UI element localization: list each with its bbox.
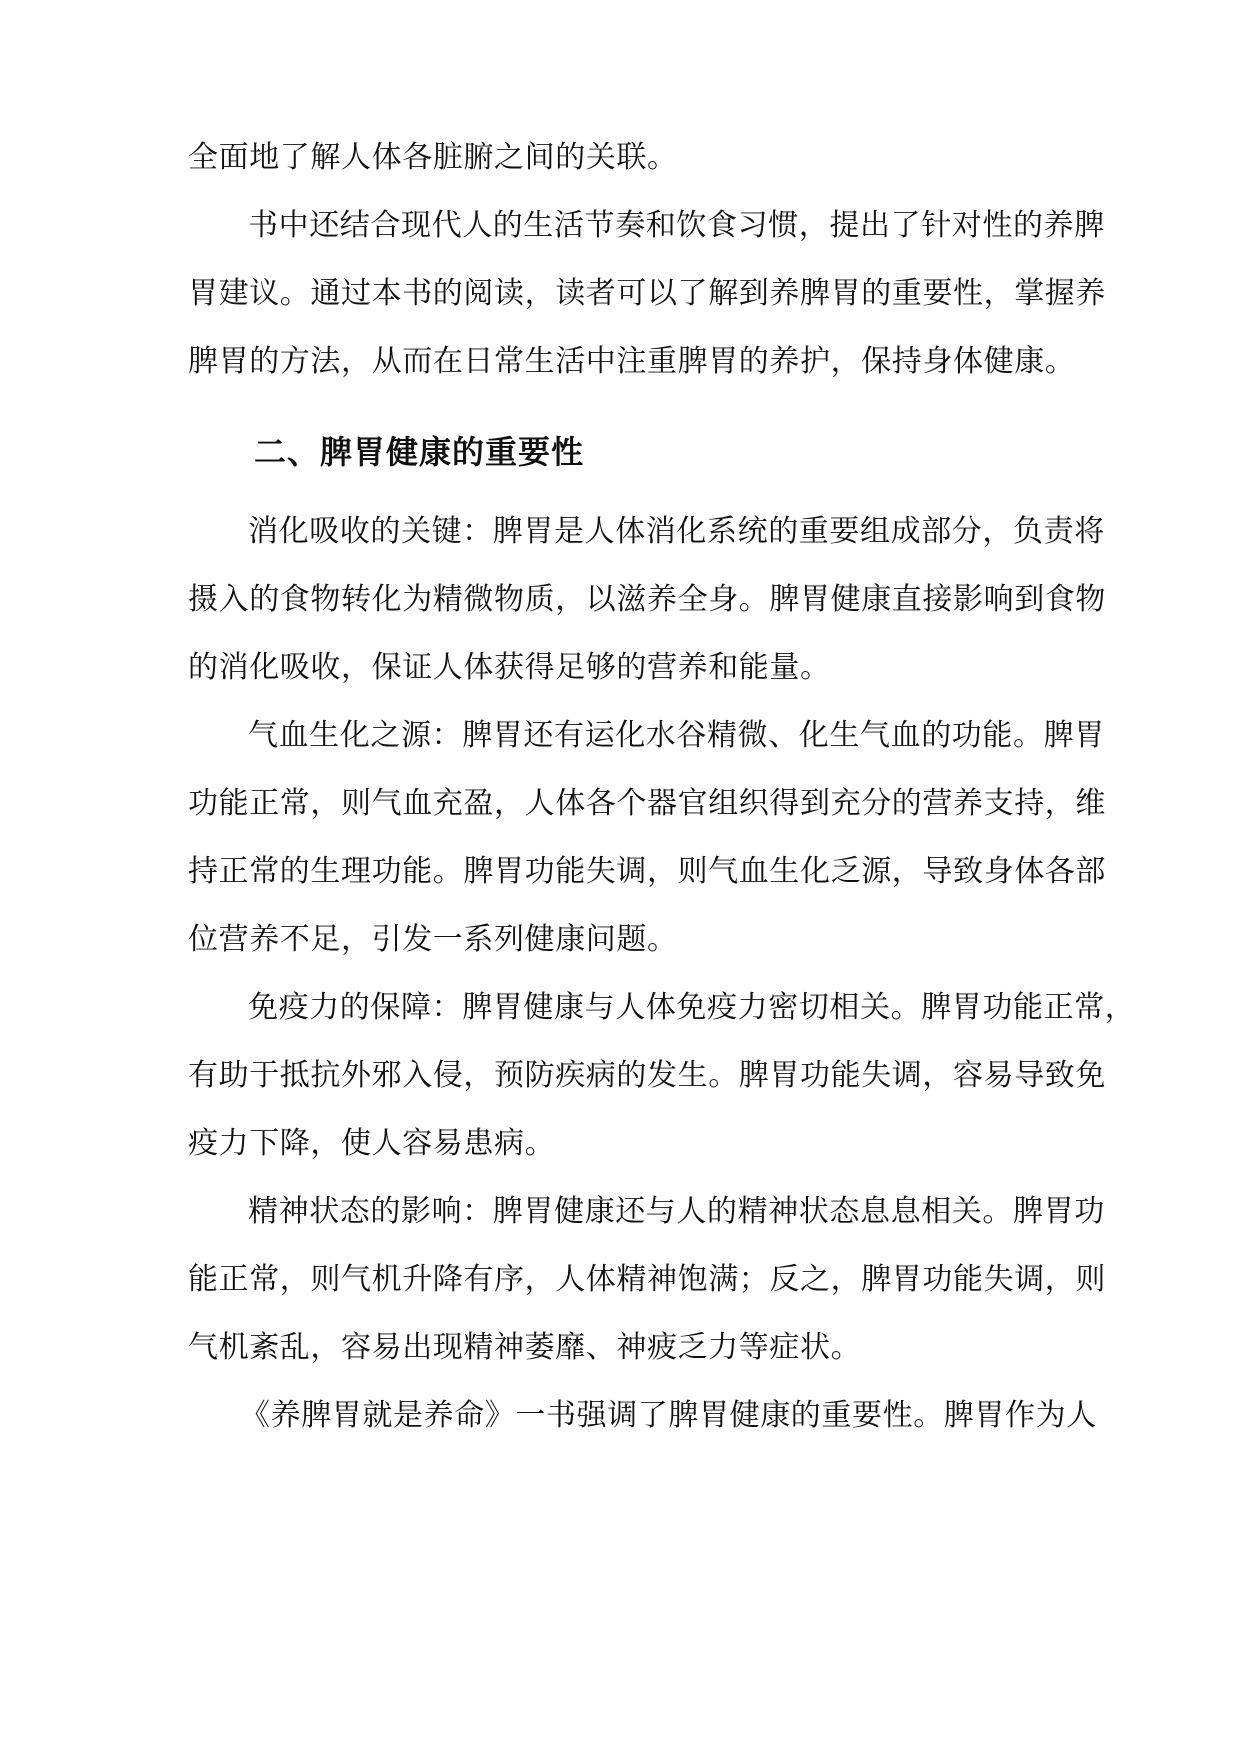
text-line: 能正常，则气机升降有序，人体精神饱满；反之，脾胃功能失调，则 bbox=[188, 1262, 1106, 1297]
text-line: 精神状态的影响：脾胃健康还与人的精神状态息息相关。脾胃功 bbox=[248, 1194, 1105, 1229]
text-line: 的消化吸收，保证人体获得足够的营养和能量。 bbox=[188, 650, 831, 685]
text-line: 消化吸收的关键：脾胃是人体消化系统的重要组成部分，负责将 bbox=[248, 514, 1105, 549]
text-line: 书中还结合现代人的生活节奏和饮食习惯，提出了针对性的养脾 bbox=[248, 208, 1105, 243]
text-line: 气血生化之源：脾胃还有运化水谷精微、化生气血的功能。脾胃 bbox=[248, 718, 1105, 753]
text-line: 气机紊乱，容易出现精神萎靡、神疲乏力等症状。 bbox=[188, 1330, 862, 1365]
text-line: 持正常的生理功能。脾胃功能失调，则气血生化乏源，导致身体各部 bbox=[188, 854, 1106, 889]
section-heading: 二、脾胃健康的重要性 bbox=[254, 433, 585, 471]
text-line: 摄入的食物转化为精微物质，以滋养全身。脾胃健康直接影响到食物 bbox=[188, 582, 1106, 617]
text-line: 位营养不足，引发一系列健康问题。 bbox=[188, 922, 678, 957]
text-line: 功能正常，则气血充盈，人体各个器官组织得到充分的营养支持，维 bbox=[188, 786, 1106, 821]
text-line: 脾胃的方法，从而在日常生活中注重脾胃的养护，保持身体健康。 bbox=[188, 344, 1076, 379]
text-line: 《养脾胃就是养命》一书强调了脾胃健康的重要性。脾胃作为人 bbox=[240, 1398, 1097, 1433]
text-line: 全面地了解人体各脏腑之间的关联。 bbox=[188, 140, 678, 175]
text-line: 有助于抵抗外邪入侵，预防疾病的发生。脾胃功能失调，容易导致免 bbox=[188, 1058, 1106, 1093]
text-line: 胃建议。通过本书的阅读，读者可以了解到养脾胃的重要性，掌握养 bbox=[188, 276, 1106, 311]
text-line: 免疫力的保障：脾胃健康与人体免疫力密切相关。脾胃功能正常， bbox=[248, 990, 1136, 1025]
text-line: 疫力下降，使人容易患病。 bbox=[188, 1126, 556, 1161]
